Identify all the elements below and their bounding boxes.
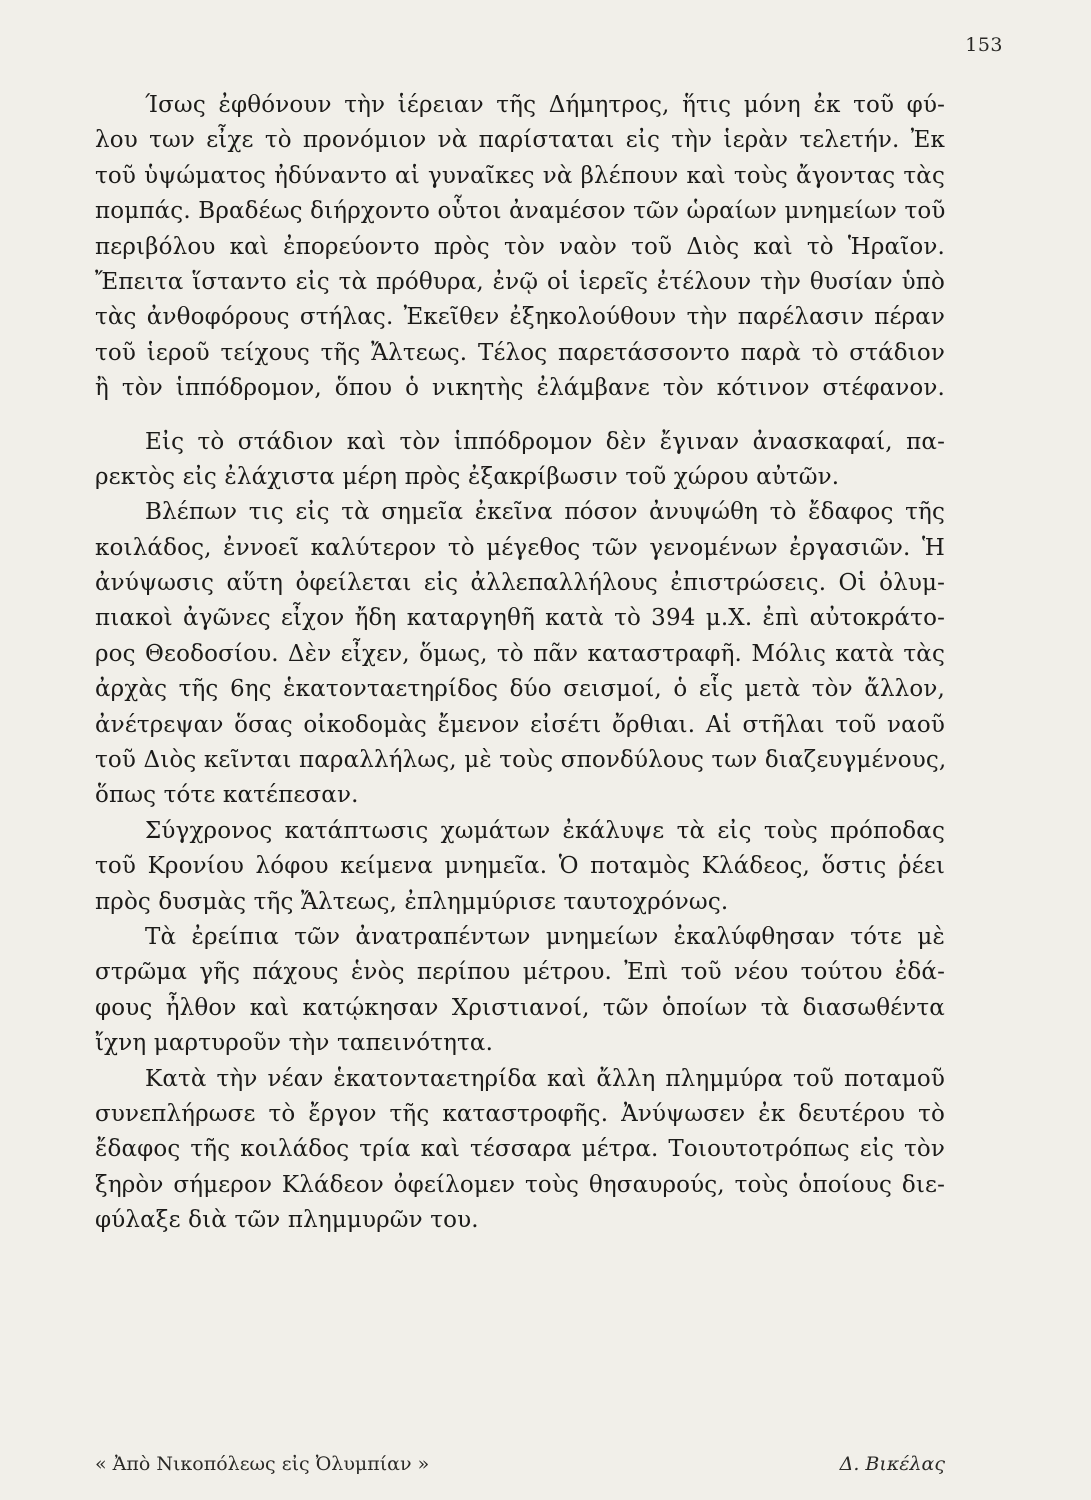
page-number: 153 — [965, 34, 1003, 56]
text-line: Σύγχρονος κατάπτωσις χωμάτων ἐκάλυψε τὰ εἰς τοὺς πρόποδας — [145, 817, 945, 844]
paragraph — [95, 88, 945, 407]
text-line: συνεπλήρωσε τὸ ἔργον τῆς καταστροφῆς. Ἀνύψωσεν ἐκ δευτέρου τὸ — [95, 1100, 945, 1127]
paragraph — [95, 814, 945, 920]
text-line: περιβόλου καὶ ἐπορεύοντο πρὸς τὸν ναὸν τοῦ Διὸς καὶ τὸ Ἡραῖον. — [95, 233, 945, 260]
text-line: ρος Θεοδοσίου. Δὲν εἶχεν, ὅμως, τὸ πᾶν καταστραφῆ. Μόλις κατὰ τὰς — [95, 640, 945, 667]
author-name: Δ. Βικέλας — [839, 1453, 945, 1475]
text-line: ἢ τὸν ἱππόδρομον, ὅπου ὁ νικητὴς ἐλάμβανε τὸν κότινον στέφανον. — [95, 375, 945, 402]
text-line: στρῶμα γῆς πάχους ἑνὸς περίπου μέτρου. Ἐπὶ τοῦ νέου τούτου ἐδά- — [95, 959, 945, 986]
paragraph — [95, 495, 945, 814]
text-line: ἴχνη μαρτυροῦν τὴν ταπεινότητα. — [95, 1030, 494, 1057]
source-title: « Ἀπὸ Νικοπόλεως εἰς Ὀλυμπίαν » — [95, 1453, 430, 1475]
text-line: φύλαξε διὰ τῶν πλημμυρῶν του. — [95, 1207, 479, 1234]
text-line: πομπάς. Βραδέως διήρχοντο οὗτοι ἀναμέσον τῶν ὡραίων μνημείων τοῦ — [95, 198, 946, 225]
paragraph — [95, 1062, 945, 1239]
text-line: ὅπως τότε κατέπεσαν. — [95, 782, 359, 809]
text-line: Βλέπων τις εἰς τὰ σημεῖα ἐκεῖνα πόσον ἀνυψώθη τὸ ἔδαφος τῆς — [145, 499, 945, 526]
text-line: τοῦ Διὸς κεῖνται παραλλήλως, μὲ τοὺς σπονδύλους των διαζευγμένους, — [95, 747, 947, 774]
text-line: ξηρὸν σήμερον Κλάδεον ὀφείλομεν τοὺς θησαυρούς, τοὺς ὁποίους διε- — [95, 1171, 945, 1198]
text-line: Κατὰ τὴν νέαν ἑκατονταετηρίδα καὶ ἄλλη πλημμύρα τοῦ ποταμοῦ — [145, 1065, 945, 1092]
text-line: Τὰ ἐρείπια τῶν ἀνατραπέντων μνημείων ἐκαλύφθησαν τότε μὲ — [145, 923, 945, 950]
paragraph — [95, 425, 945, 496]
text-line: ρεκτὸς εἰς ἐλάχιστα μέρη πρὸς ἐξακρίβωσιν τοῦ χώρου αὐτῶν. — [95, 463, 840, 490]
text-line: κοιλάδος, ἐννοεῖ καλύτερον τὸ μέγεθος τῶν γενομένων ἐργασιῶν. Ἡ — [95, 534, 945, 561]
text-line: ἔδαφος τῆς κοιλάδος τρία καὶ τέσσαρα μέτρα. Τοιουτοτρόπως εἰς τὸν — [95, 1136, 945, 1163]
text-line: ἀνύψωσις αὕτη ὀφείλεται εἰς ἀλλεπαλλήλους ἐπιστρώσεις. Οἱ ὀλυμ- — [95, 570, 945, 597]
body-text — [95, 88, 945, 1239]
text-line: τὰς ἀνθοφόρους στήλας. Ἐκεῖθεν ἐξηκολούθουν τὴν παρέλασιν πέραν — [95, 304, 945, 331]
text-line: Εἰς τὸ στάδιον καὶ τὸν ἱππόδρομον δὲν ἔγιναν ἀνασκαφαί, πα- — [145, 428, 945, 455]
paragraph — [95, 920, 945, 1062]
text-line: ἀρχὰς τῆς 6ης ἑκατονταετηρίδος δύο σεισμοί, ὁ εἷς μετὰ τὸν ἄλλον, — [95, 676, 945, 703]
text-line: πιακοὶ ἀγῶνες εἶχον ἤδη καταργηθῆ κατὰ τὸ 394 μ.Χ. ἐπὶ αὐτοκράτο- — [95, 605, 945, 632]
text-line: τοῦ ὑψώματος ἠδύναντο αἱ γυναῖκες νὰ βλέπουν καὶ τοὺς ἄγοντας τὰς — [95, 162, 945, 189]
text-line: ἀνέτρεψαν ὅσας οἰκοδομὰς ἔμενον εἰσέτι ὄρθιαι. Αἱ στῆλαι τοῦ ναοῦ — [95, 711, 945, 738]
text-line: Ἔπειτα ἵσταντο εἰς τὰ πρόθυρα, ἐνῷ οἱ ἱερεῖς ἐτέλουν τὴν θυσίαν ὑπὸ — [95, 268, 945, 295]
text-line: Ίσως ἐφθόνουν τὴν ἱέρειαν τῆς Δήμητρος, ἥτις μόνη ἐκ τοῦ φύ- — [145, 92, 945, 118]
text-line: τοῦ Κρονίου λόφου κείμενα μνημεῖα. Ὁ ποταμὸς Κλάδεος, ὅστις ῥέει — [95, 853, 945, 880]
text-line: λου των εἶχε τὸ προνόμιον νὰ παρίσταται εἰς τὴν ἱερὰν τελετήν. Ἐκ — [95, 127, 945, 154]
text-line: πρὸς δυσμὰς τῆς Ἄλτεως, ἐπλημμύρισε ταυτοχρόνως. — [95, 888, 729, 915]
text-line: τοῦ ἱεροῦ τείχους τῆς Ἄλτεως. Τέλος παρετάσσοντο παρὰ τὸ στάδιον — [95, 339, 945, 366]
text-line: φους ἦλθον καὶ κατῴκησαν Χριστιανοί, τῶν ὁποίων τὰ διασωθέντα — [95, 994, 945, 1021]
